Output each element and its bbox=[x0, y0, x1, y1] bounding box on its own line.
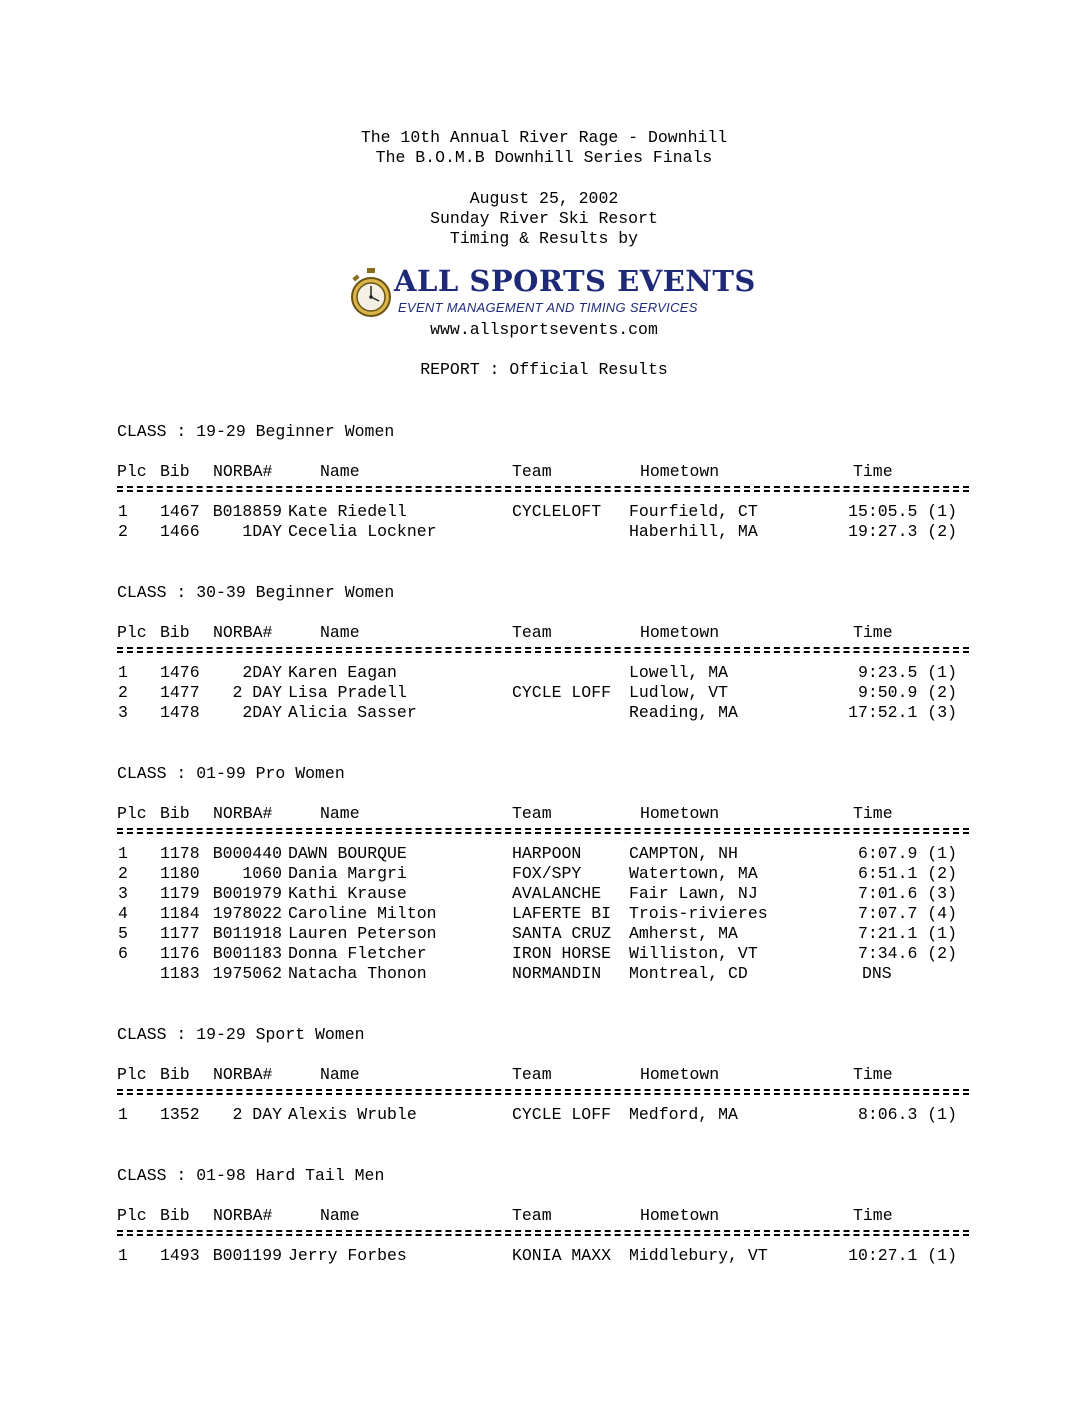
column-header-norba: NORBA# bbox=[213, 462, 273, 481]
row-place: 2 bbox=[118, 522, 128, 541]
row-name: Alexis Wruble bbox=[288, 1105, 417, 1124]
row-team: IRON HORSE bbox=[512, 944, 612, 963]
row-hometown: Haberhill, MA bbox=[629, 522, 758, 541]
separator-line bbox=[117, 1089, 969, 1095]
row-time: 7:07.7 (4) bbox=[857, 904, 957, 923]
column-header-name: Name bbox=[320, 623, 360, 642]
separator-line bbox=[117, 1230, 969, 1236]
row-hometown: CAMPTON, NH bbox=[629, 844, 738, 863]
row-name: Jerry Forbes bbox=[288, 1246, 407, 1265]
row-norba: 1978022 bbox=[212, 904, 282, 923]
row-time: 8:06.3 (1) bbox=[857, 1105, 957, 1124]
column-header-time: Time bbox=[853, 1206, 893, 1225]
class-heading: CLASS : 19-29 Beginner Women bbox=[117, 422, 395, 441]
row-norba: B001183 bbox=[212, 944, 282, 963]
row-team: HARPOON bbox=[512, 844, 582, 863]
row-place: 4 bbox=[118, 904, 128, 923]
row-team: FOX/SPY bbox=[512, 864, 582, 883]
row-norba: 2 DAY bbox=[232, 683, 282, 702]
row-place: 1 bbox=[118, 844, 128, 863]
logo-title: ALL SPORTS EVENTS bbox=[394, 264, 756, 298]
row-time: 17:52.1 (3) bbox=[848, 703, 957, 722]
row-hometown: Montreal, CD bbox=[629, 964, 748, 983]
row-norba: 2DAY bbox=[242, 663, 282, 682]
timing-credit: Timing & Results by bbox=[449, 229, 639, 248]
column-header-norba: NORBA# bbox=[213, 623, 273, 642]
row-place: 1 bbox=[118, 1246, 128, 1265]
row-norba: 1060 bbox=[242, 864, 282, 883]
row-bib: 1476 bbox=[160, 663, 200, 682]
row-hometown: Trois-rivieres bbox=[629, 904, 768, 923]
row-bib: 1352 bbox=[160, 1105, 200, 1124]
column-header-plc: Plc bbox=[117, 623, 147, 642]
stopwatch-icon bbox=[348, 266, 394, 322]
column-header-norba: NORBA# bbox=[213, 804, 273, 823]
column-header-hometown: Hometown bbox=[640, 623, 720, 642]
row-hometown: Amherst, MA bbox=[629, 924, 738, 943]
row-place: 1 bbox=[118, 1105, 128, 1124]
row-bib: 1177 bbox=[160, 924, 200, 943]
row-team: LAFERTE BI bbox=[512, 904, 612, 923]
event-date: August 25, 2002 bbox=[469, 189, 619, 208]
row-bib: 1477 bbox=[160, 683, 200, 702]
row-hometown: Ludlow, VT bbox=[629, 683, 729, 702]
row-time: 19:27.3 (2) bbox=[848, 522, 957, 541]
row-place: 3 bbox=[118, 703, 128, 722]
column-header-bib: Bib bbox=[160, 623, 190, 642]
column-header-plc: Plc bbox=[117, 804, 147, 823]
column-header-name: Name bbox=[320, 462, 360, 481]
row-place: 6 bbox=[118, 944, 128, 963]
column-header-bib: Bib bbox=[160, 462, 190, 481]
column-header-team: Team bbox=[512, 1206, 552, 1225]
row-bib: 1180 bbox=[160, 864, 200, 883]
event-venue: Sunday River Ski Resort bbox=[430, 209, 658, 228]
row-name: Cecelia Lockner bbox=[288, 522, 437, 541]
row-bib: 1467 bbox=[160, 502, 200, 521]
row-name: Lauren Peterson bbox=[288, 924, 437, 943]
column-header-bib: Bib bbox=[160, 1206, 190, 1225]
row-name: Kathi Krause bbox=[288, 884, 407, 903]
class-heading: CLASS : 30-39 Beginner Women bbox=[117, 583, 395, 602]
separator-line bbox=[117, 828, 969, 834]
column-header-team: Team bbox=[512, 804, 552, 823]
row-team: CYCLE LOFF bbox=[512, 683, 612, 702]
row-hometown: Middlebury, VT bbox=[629, 1246, 768, 1265]
row-time: DNS bbox=[862, 964, 892, 983]
column-header-name: Name bbox=[320, 1206, 360, 1225]
column-header-hometown: Hometown bbox=[640, 462, 720, 481]
row-name: Caroline Milton bbox=[288, 904, 437, 923]
row-hometown: Medford, MA bbox=[629, 1105, 738, 1124]
row-norba: B018859 bbox=[212, 502, 282, 521]
row-place: 3 bbox=[118, 884, 128, 903]
row-bib: 1493 bbox=[160, 1246, 200, 1265]
column-header-time: Time bbox=[853, 1065, 893, 1084]
row-team: CYCLELOFT bbox=[512, 502, 602, 521]
row-time: 15:05.5 (1) bbox=[848, 502, 957, 521]
column-header-norba: NORBA# bbox=[213, 1206, 273, 1225]
row-name: Dania Margri bbox=[288, 864, 407, 883]
column-header-time: Time bbox=[853, 804, 893, 823]
company-logo bbox=[348, 264, 756, 324]
row-name: Karen Eagan bbox=[288, 663, 397, 682]
row-time: 9:50.9 (2) bbox=[857, 683, 957, 702]
column-header-time: Time bbox=[853, 623, 893, 642]
row-place: 2 bbox=[118, 864, 128, 883]
row-place: 2 bbox=[118, 683, 128, 702]
row-team: KONIA MAXX bbox=[512, 1246, 612, 1265]
row-name: Kate Riedell bbox=[288, 502, 407, 521]
row-name: Alicia Sasser bbox=[288, 703, 417, 722]
column-header-hometown: Hometown bbox=[640, 804, 720, 823]
column-header-norba: NORBA# bbox=[213, 1065, 273, 1084]
column-header-plc: Plc bbox=[117, 1065, 147, 1084]
class-heading: CLASS : 01-99 Pro Women bbox=[117, 764, 345, 783]
row-norba: 1DAY bbox=[242, 522, 282, 541]
row-norba: 1975062 bbox=[212, 964, 282, 983]
column-header-team: Team bbox=[512, 623, 552, 642]
row-hometown: Fair Lawn, NJ bbox=[629, 884, 758, 903]
row-norba: 2 DAY bbox=[232, 1105, 282, 1124]
row-time: 7:34.6 (2) bbox=[857, 944, 957, 963]
row-hometown: Watertown, MA bbox=[629, 864, 758, 883]
column-header-name: Name bbox=[320, 1065, 360, 1084]
row-norba: B000440 bbox=[212, 844, 282, 863]
row-time: 9:23.5 (1) bbox=[857, 663, 957, 682]
row-time: 7:21.1 (1) bbox=[857, 924, 957, 943]
row-team: NORMANDIN bbox=[512, 964, 602, 983]
row-time: 6:51.1 (2) bbox=[857, 864, 957, 883]
row-bib: 1176 bbox=[160, 944, 200, 963]
row-norba: B011918 bbox=[212, 924, 282, 943]
website-link[interactable]: www.allsportsevents.com bbox=[430, 320, 658, 339]
row-bib: 1178 bbox=[160, 844, 200, 863]
row-place: 1 bbox=[118, 502, 128, 521]
class-heading: CLASS : 19-29 Sport Women bbox=[117, 1025, 365, 1044]
class-heading: CLASS : 01-98 Hard Tail Men bbox=[117, 1166, 385, 1185]
column-header-hometown: Hometown bbox=[640, 1065, 720, 1084]
row-place: 1 bbox=[118, 663, 128, 682]
column-header-team: Team bbox=[512, 1065, 552, 1084]
row-norba: 2DAY bbox=[242, 703, 282, 722]
row-bib: 1478 bbox=[160, 703, 200, 722]
row-hometown: Reading, MA bbox=[629, 703, 738, 722]
column-header-bib: Bib bbox=[160, 804, 190, 823]
row-name: DAWN BOURQUE bbox=[288, 844, 407, 863]
row-name: Donna Fletcher bbox=[288, 944, 427, 963]
row-team: AVALANCHE bbox=[512, 884, 602, 903]
row-time: 7:01.6 (3) bbox=[857, 884, 957, 903]
row-norba: B001979 bbox=[212, 884, 282, 903]
row-name: Natacha Thonon bbox=[288, 964, 427, 983]
row-norba: B001199 bbox=[212, 1246, 282, 1265]
row-team: SANTA CRUZ bbox=[512, 924, 612, 943]
row-hometown: Lowell, MA bbox=[629, 663, 729, 682]
column-header-name: Name bbox=[320, 804, 360, 823]
separator-line bbox=[117, 486, 969, 492]
event-title: The 10th Annual River Rage - Downhill bbox=[360, 128, 728, 147]
column-header-plc: Plc bbox=[117, 462, 147, 481]
column-header-bib: Bib bbox=[160, 1065, 190, 1084]
report-title: REPORT : Official Results bbox=[420, 360, 668, 379]
row-hometown: Williston, VT bbox=[629, 944, 758, 963]
row-hometown: Fourfield, CT bbox=[629, 502, 758, 521]
row-time: 6:07.9 (1) bbox=[857, 844, 957, 863]
row-name: Lisa Pradell bbox=[288, 683, 407, 702]
row-place: 5 bbox=[118, 924, 128, 943]
row-bib: 1466 bbox=[160, 522, 200, 541]
column-header-time: Time bbox=[853, 462, 893, 481]
column-header-plc: Plc bbox=[117, 1206, 147, 1225]
series-title: The B.O.M.B Downhill Series Finals bbox=[375, 148, 713, 167]
row-bib: 1184 bbox=[160, 904, 200, 923]
logo-tagline: EVENT MANAGEMENT AND TIMING SERVICES bbox=[398, 300, 698, 315]
column-header-hometown: Hometown bbox=[640, 1206, 720, 1225]
separator-line bbox=[117, 647, 969, 653]
row-bib: 1179 bbox=[160, 884, 200, 903]
row-team: CYCLE LOFF bbox=[512, 1105, 612, 1124]
row-bib: 1183 bbox=[160, 964, 200, 983]
column-header-team: Team bbox=[512, 462, 552, 481]
row-time: 10:27.1 (1) bbox=[848, 1246, 957, 1265]
